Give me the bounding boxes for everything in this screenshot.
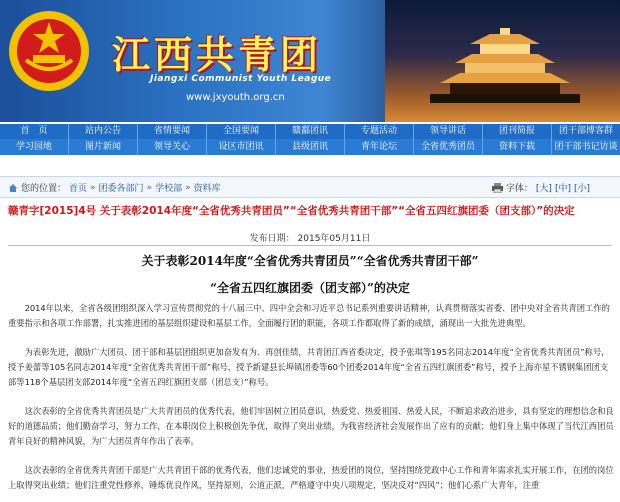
breadcrumb-home[interactable]: 首页 (69, 184, 88, 194)
title-divider (8, 245, 612, 246)
main-nav-row2 (0, 139, 620, 155)
nav-item-national-news[interactable]: 全国要闻 (207, 124, 276, 139)
breadcrumb-prefix: 您的位置： (21, 184, 67, 194)
nav-item-city-news[interactable]: 设区市团讯 (207, 139, 276, 155)
breadcrumb-bar (0, 176, 620, 198)
font-size-small[interactable]: [小] (573, 184, 590, 194)
breadcrumb-school-dept[interactable]: 学校部 (155, 184, 183, 194)
publish-date: 发布日期： 2015年05月11日 (249, 234, 371, 244)
font-size-large[interactable]: [大] (535, 184, 552, 194)
nav-item-cadre-blogs[interactable]: 团干部博客群 (558, 126, 613, 136)
nav-item-youth-forum[interactable]: 青年论坛 (345, 139, 414, 155)
nav-item-home[interactable]: 首 页 (0, 124, 69, 139)
font-size-switcher (492, 181, 590, 194)
article-paragraph: 为表彰先进，激励广大团员、团干部和基层团组织更加奋发有为、再创佳绩，共青团江西省委决定，授予张琪等195名同志2014年度“全省优秀共青团员”称号，授予姜蕾等105名同志2014年度“全省优秀共青团干部”称号，授予新建县长埠镇团委等60个团委2014年度“全省五四红旗团委”称号，授予上海亦星不锈钢集团团支部等118个基层团支部2014年度“全省五四红旗团支部（团总支）”称号。 (8, 347, 610, 387)
breadcrumb-library[interactable]: 资料库 (193, 184, 221, 194)
article-heading-line2: “全省五四红旗团委（团支部）”的决定 (210, 281, 410, 295)
article-title: 赣青字[2015]4号 关于表彰2014年度“全省优秀共青团员”“全省优秀共青团干部”“全省五四红旗团委（团支部）”的决定 (8, 205, 575, 217)
article-heading-line1: 关于表彰2014年度“全省优秀共青团员”“全省优秀共青团干部” (141, 254, 479, 268)
site-subtitle: Jiangxi Communist Youth League (150, 74, 332, 84)
home-icon (8, 183, 18, 193)
article-body (8, 293, 614, 493)
nav-item-photo-news[interactable]: 图片新闻 (69, 139, 138, 155)
print-icon[interactable] (492, 183, 503, 193)
font-size-medium[interactable]: [中] (554, 184, 571, 194)
nav-item-province-news[interactable]: 省情要闻 (138, 124, 207, 139)
nav-item-county-news[interactable]: 县级团讯 (276, 139, 345, 155)
nav-item-leader-care[interactable]: 领导关心 (138, 139, 207, 155)
nav-item-downloads[interactable]: 资料下载 (483, 139, 552, 155)
nav-item-secretary-interviews[interactable]: 团干部书记访谈 (554, 142, 618, 152)
nav-item-study[interactable]: 学习园地 (0, 139, 69, 155)
nav-item-announcements[interactable]: 站内公告 (69, 124, 138, 139)
article-paragraph: 2014年以来，全省各级团组织深入学习宣传贯彻党的十八届三中、四中全会和习近平总书记系列重要讲话精神，认真贯彻落实省委、团中央对全省共青团工作的重要指示和各项工作部署，扎实推进团的基层组织建设和基层工作，全面履行团的职能，各项工作都取得了新的成绩，涌现出一大批先进典型。 (8, 303, 610, 328)
breadcrumb (8, 181, 221, 194)
breadcrumb-separator: » (185, 182, 191, 193)
pavilion-image (430, 28, 580, 103)
header-banner (0, 0, 620, 122)
article-paragraph: 这次表彰的全省优秀共青团干部是广大共青团干部的优秀代表，他们忠诚党的事业，热爱团的岗位，坚持围绕党政中心工作和青年需求扎实开展工作，在团的岗位上取得突出业绩；他们注重党性修养，锤炼优良作风，坚持原则，公道正派，严格遵守中央八项规定，坚决反对“四风”；他们心系广大青年，注重 (8, 465, 614, 490)
site-title: 江西共青团 (112, 32, 323, 77)
nav-item-special-events[interactable]: 专题活动 (345, 124, 414, 139)
breadcrumb-separator: » (146, 182, 153, 193)
nav-item-bulletins[interactable]: 团刊简报 (483, 124, 552, 139)
font-size-label: 字体： (505, 184, 533, 194)
youth-league-emblem (6, 8, 92, 94)
article-paragraph: 这次表彰的全省优秀共青团员是广大共青团员的优秀代表，他们牢固树立团员意识，热爱党、热爱祖国、热爱人民，不断追求政治进步，具有坚定的理想信念和良好的道德品质；他们勤奋学习，努力工作，在本职岗位上积极创先争优，取得了突出业绩，为我省经济社会发展作出了应有的贡献；他们身上集中体现了当代江西团员青年良好的精神风貌，为广大团员青年作出了表率。 (8, 406, 614, 446)
site-url: www.jxyouth.org.cn (186, 92, 285, 103)
nav-item-leader-speeches[interactable]: 领导讲话 (414, 124, 483, 139)
breadcrumb-separator: » (90, 182, 96, 193)
main-nav-row1 (0, 124, 620, 139)
breadcrumb-departments[interactable]: 团委各部门 (98, 184, 144, 194)
nav-item-excellent-members[interactable]: 全省优秀团员 (414, 139, 483, 155)
nav-item-ganpo-news[interactable]: 赣鄱团讯 (276, 124, 345, 139)
